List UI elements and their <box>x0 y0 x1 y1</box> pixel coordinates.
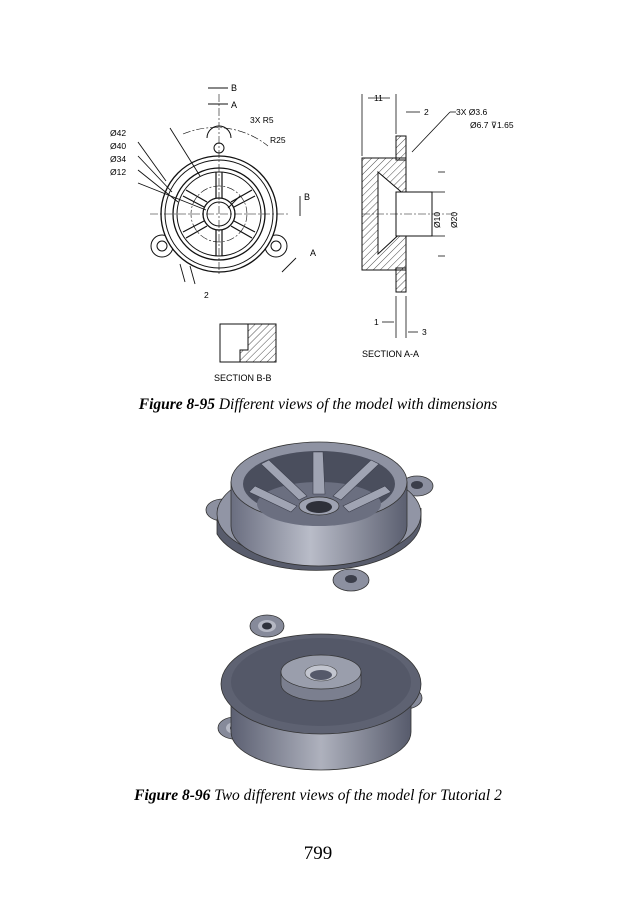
label-b-right: B <box>304 192 311 202</box>
figure-8-95-text: Different views of the model with dimensions <box>218 396 498 413</box>
page-number: 799 <box>303 843 333 864</box>
label-cbore-spec: Ø6.7 ⊽1.65 <box>470 120 514 130</box>
front-view <box>138 88 300 284</box>
label-3: 3 <box>422 327 427 337</box>
label-3x-r5: 3X R5 <box>250 115 274 125</box>
label-dia-12: Ø12 <box>110 167 127 177</box>
label-dia-10: Ø10 <box>432 211 442 228</box>
figure-8-96-number: Figure 8-96 <box>134 787 211 804</box>
technical-drawing <box>100 76 540 391</box>
figure-8-96-caption <box>0 787 636 805</box>
section-a-a-view <box>362 94 460 338</box>
model-render-bottom-view <box>195 606 445 776</box>
label-a-top: A <box>231 100 238 110</box>
label-1: 1 <box>374 317 379 327</box>
label-2-top: 2 <box>424 107 429 117</box>
figure-8-95-caption <box>0 396 636 414</box>
section-b-b-label: SECTION B-B <box>214 373 272 383</box>
label-dia-20: Ø20 <box>449 211 459 228</box>
label-dia-34: Ø34 <box>110 154 127 164</box>
label-11: 11 <box>374 93 383 103</box>
label-b-top: B <box>231 83 238 93</box>
model-render-top-view <box>195 430 445 610</box>
label-hole-spec: 3X Ø3.6 <box>456 107 488 117</box>
label-dia-42: Ø42 <box>110 128 127 138</box>
figure-8-95-number: Figure 8-95 <box>138 396 215 413</box>
label-a-right: A <box>310 248 317 258</box>
label-2-bottom: 2 <box>204 290 209 300</box>
label-dia-40: Ø40 <box>110 141 127 151</box>
figure-8-96-text: Two different views of the model for Tutorial 2 <box>214 787 502 804</box>
label-r25: R25 <box>270 135 286 145</box>
section-a-a-label: SECTION A-A <box>362 349 420 359</box>
section-b-b-view <box>220 324 276 362</box>
